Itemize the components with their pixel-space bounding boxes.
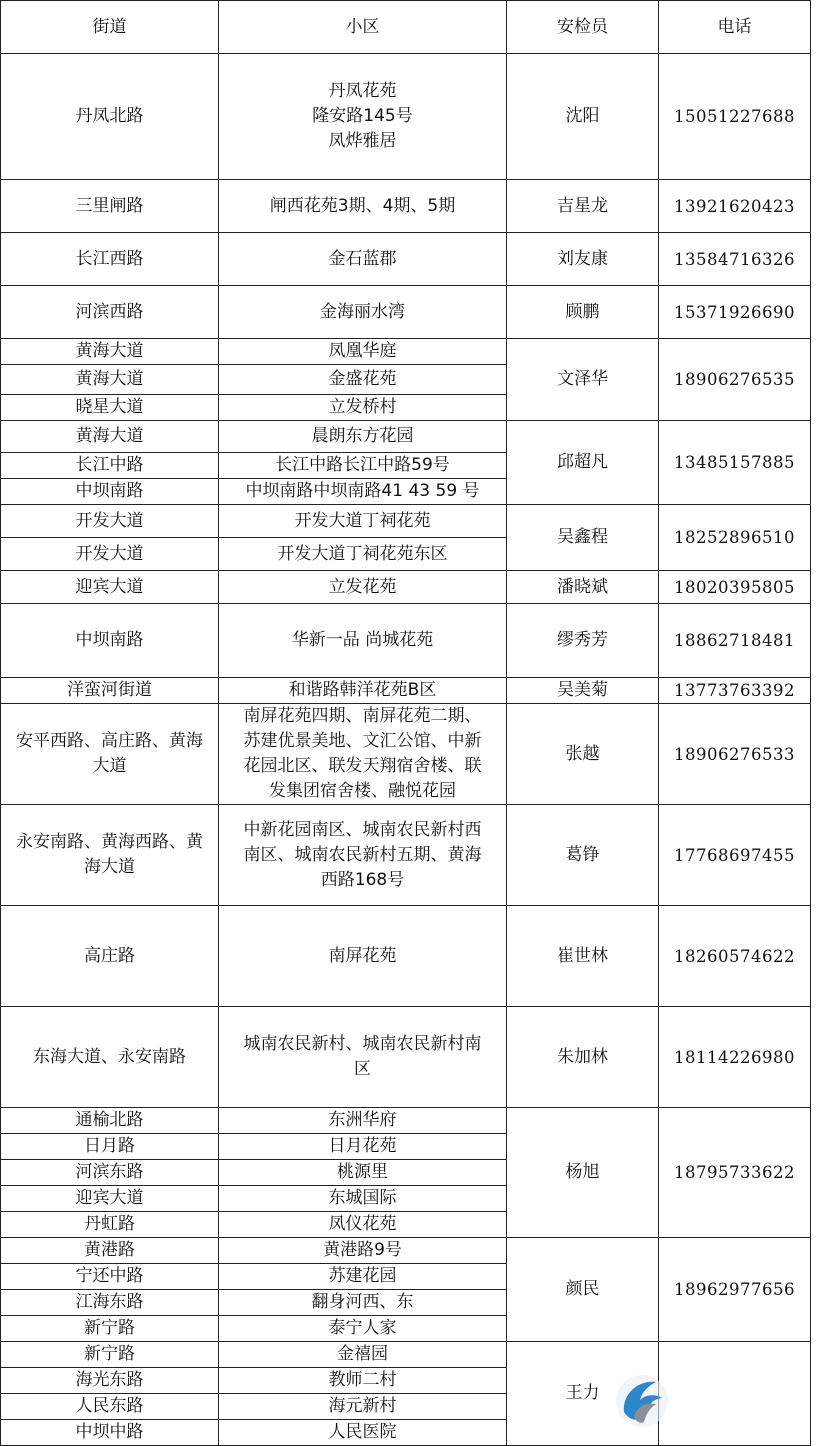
cell-street: 开发大道 — [1, 538, 219, 571]
cell-street: 长江中路 — [1, 453, 219, 479]
cell-street: 新宁路 — [1, 1316, 219, 1342]
cell-inspector: 缪秀芳 — [507, 604, 659, 678]
cell-phone: 18795733622 — [659, 1108, 811, 1238]
cell-line: 永安南路、黄海西路、黄 — [16, 832, 203, 852]
table-row — [1, 906, 811, 1007]
cell-line: 苏建优景美地、文汇公馆、中新 — [243, 731, 482, 751]
cell-line: 中新花园南区、城南农民新村西 — [243, 819, 482, 840]
cell-street: 河滨西路 — [1, 286, 219, 339]
cell-street: 东海大道、永安南路 — [1, 1007, 219, 1108]
cell-community: 金盛花苑 — [219, 365, 507, 395]
cell-community: 开发大道丁祠花苑 — [219, 505, 507, 538]
cell-community: 翻身河西、东 — [219, 1290, 507, 1316]
cell-inspector: 葛铮 — [507, 805, 659, 906]
cell-inspector: 沈阳 — [507, 54, 659, 180]
cell-inspector: 崔世林 — [507, 906, 659, 1007]
cell-inspector: 刘友康 — [507, 233, 659, 286]
cell-street: 长江西路 — [1, 233, 219, 286]
cell-phone: 13773763392 — [659, 678, 811, 704]
table-row — [1, 805, 811, 906]
cell-phone: 18252896510 — [659, 505, 811, 571]
cell-street: 新宁路 — [1, 1342, 219, 1368]
cell-line: 发集团宿舍楼、融悦花园 — [269, 781, 456, 801]
cell-street — [1, 805, 219, 906]
eagle-logo-icon — [612, 1372, 672, 1430]
cell-line: 城南农民新村、城南农民新村南 — [243, 1034, 482, 1054]
cell-street: 中坝中路 — [1, 1420, 219, 1446]
cell-line: 安平西路、高庄路、黄海 — [16, 731, 203, 751]
cell-phone: 13485157885 — [659, 421, 811, 505]
cell-inspector: 杨旭 — [507, 1108, 659, 1238]
header-phone: 电话 — [659, 1, 811, 54]
cell-phone: 17768697455 — [659, 805, 811, 906]
cell-street: 黄港路 — [1, 1238, 219, 1264]
cell-inspector: 潘晓斌 — [507, 571, 659, 604]
table-row — [1, 286, 811, 339]
cell-phone: 15371926690 — [659, 286, 811, 339]
cell-community: 长江中路长江中路59号 — [219, 453, 507, 479]
cell-community: 教师二村 — [219, 1368, 507, 1394]
cell-inspector: 朱加林 — [507, 1007, 659, 1108]
cell-street: 三里闸路 — [1, 180, 219, 233]
cell-street: 黄海大道 — [1, 339, 219, 365]
cell-community: 金石蓝郡 — [219, 233, 507, 286]
cell-phone: 18020395805 — [659, 571, 811, 604]
cell-community — [219, 54, 507, 180]
cell-line: 花园北区、联发天翔宿舍楼、联 — [243, 756, 482, 776]
cell-line: 海大道 — [84, 857, 135, 877]
table-row — [1, 704, 811, 805]
cell-street: 通榆北路 — [1, 1108, 219, 1134]
header-community: 小区 — [219, 1, 507, 54]
table-row — [1, 571, 811, 604]
cell-line: 南区、城南农民新村五期、黄海 — [243, 844, 482, 865]
cell-line: 南屏花苑四期、南屏花苑二期、 — [243, 706, 482, 726]
table-row — [1, 1238, 811, 1264]
cell-phone: 15051227688 — [659, 54, 811, 180]
header-row — [1, 1, 811, 54]
cell-phone: 18114226980 — [659, 1007, 811, 1108]
cell-phone — [659, 1342, 811, 1446]
cell-phone: 18906276535 — [659, 339, 811, 421]
cell-inspector: 吉星龙 — [507, 180, 659, 233]
cell-street: 宁还中路 — [1, 1264, 219, 1290]
cell-community: 凤凰华庭 — [219, 339, 507, 365]
table-row — [1, 180, 811, 233]
table-body — [1, 1, 811, 1446]
cell-community: 金海丽水湾 — [219, 286, 507, 339]
cell-line: 丹凤花苑 — [328, 81, 397, 101]
cell-phone: 18906276533 — [659, 704, 811, 805]
cell-community: 海元新村 — [219, 1394, 507, 1420]
cell-street: 黄海大道 — [1, 421, 219, 453]
cell-street: 高庄路 — [1, 906, 219, 1007]
cell-community: 苏建花园 — [219, 1264, 507, 1290]
cell-community — [219, 1007, 507, 1108]
cell-community: 开发大道丁祠花苑东区 — [219, 538, 507, 571]
cell-phone: 18862718481 — [659, 604, 811, 678]
cell-street: 人民东路 — [1, 1394, 219, 1420]
cell-phone: 13921620423 — [659, 180, 811, 233]
cell-community: 晨朗东方花园 — [219, 421, 507, 453]
cell-street: 开发大道 — [1, 505, 219, 538]
cell-street: 黄海大道 — [1, 365, 219, 395]
table-row — [1, 1108, 811, 1134]
header-inspector: 安检员 — [507, 1, 659, 54]
cell-community: 立发花苑 — [219, 571, 507, 604]
cell-inspector: 吴鑫程 — [507, 505, 659, 571]
cell-street: 中坝南路 — [1, 479, 219, 505]
cell-community: 日月花苑 — [219, 1134, 507, 1160]
cell-inspector: 张越 — [507, 704, 659, 805]
cell-line: 隆安路145号 — [312, 106, 413, 126]
cell-line: 西路168号 — [320, 869, 405, 890]
cell-community: 东洲华府 — [219, 1108, 507, 1134]
cell-street: 海光东路 — [1, 1368, 219, 1394]
cell-community: 和谐路韩洋花苑B区 — [219, 678, 507, 704]
cell-street: 河滨东路 — [1, 1160, 219, 1186]
table-row — [1, 1007, 811, 1108]
table-row — [1, 54, 811, 180]
cell-inspector: 颜民 — [507, 1238, 659, 1342]
cell-street: 洋蛮河街道 — [1, 678, 219, 704]
cell-inspector: 顾鹏 — [507, 286, 659, 339]
table-row — [1, 604, 811, 678]
table-row — [1, 421, 811, 453]
cell-phone: 18962977656 — [659, 1238, 811, 1342]
table-row — [1, 505, 811, 538]
cell-inspector: 王力 — [507, 1342, 659, 1446]
cell-community: 华新一品 尚城花苑 — [219, 604, 507, 678]
cell-street — [1, 704, 219, 805]
cell-phone: 13584716326 — [659, 233, 811, 286]
table-row — [1, 1342, 811, 1368]
table-row — [1, 339, 811, 365]
cell-street: 中坝南路 — [1, 604, 219, 678]
cell-street: 日月路 — [1, 1134, 219, 1160]
cell-street: 晓星大道 — [1, 395, 219, 421]
cell-street: 丹凤北路 — [1, 54, 219, 180]
cell-community: 桃源里 — [219, 1160, 507, 1186]
cell-community: 金禧园 — [219, 1342, 507, 1368]
cell-community: 南屏花苑 — [219, 906, 507, 1007]
table-row — [1, 233, 811, 286]
cell-community: 人民医院 — [219, 1420, 507, 1446]
cell-line: 凤烨雅居 — [328, 131, 397, 151]
cell-line: 区 — [354, 1059, 371, 1079]
cell-inspector: 文泽华 — [507, 339, 659, 421]
cell-street: 江海东路 — [1, 1290, 219, 1316]
cell-community: 东城国际 — [219, 1186, 507, 1212]
cell-community: 泰宁人家 — [219, 1316, 507, 1342]
cell-street: 迎宾大道 — [1, 1186, 219, 1212]
cell-inspector: 邱超凡 — [507, 421, 659, 505]
cell-inspector: 吴美菊 — [507, 678, 659, 704]
cell-community: 立发桥村 — [219, 395, 507, 421]
cell-community: 中坝南路中坝南路41 43 59 号 — [219, 479, 507, 505]
table-row — [1, 678, 811, 704]
cell-street: 丹虹路 — [1, 1212, 219, 1238]
cell-phone: 18260574622 — [659, 906, 811, 1007]
cell-community: 凤仪花苑 — [219, 1212, 507, 1238]
cell-community: 闸西花苑3期、4期、5期 — [219, 180, 507, 233]
cell-street: 迎宾大道 — [1, 571, 219, 604]
cell-community — [219, 704, 507, 805]
header-street: 街道 — [1, 1, 219, 54]
cell-line: 大道 — [92, 756, 127, 776]
cell-community: 黄港路9号 — [219, 1238, 507, 1264]
cell-community — [219, 805, 507, 906]
